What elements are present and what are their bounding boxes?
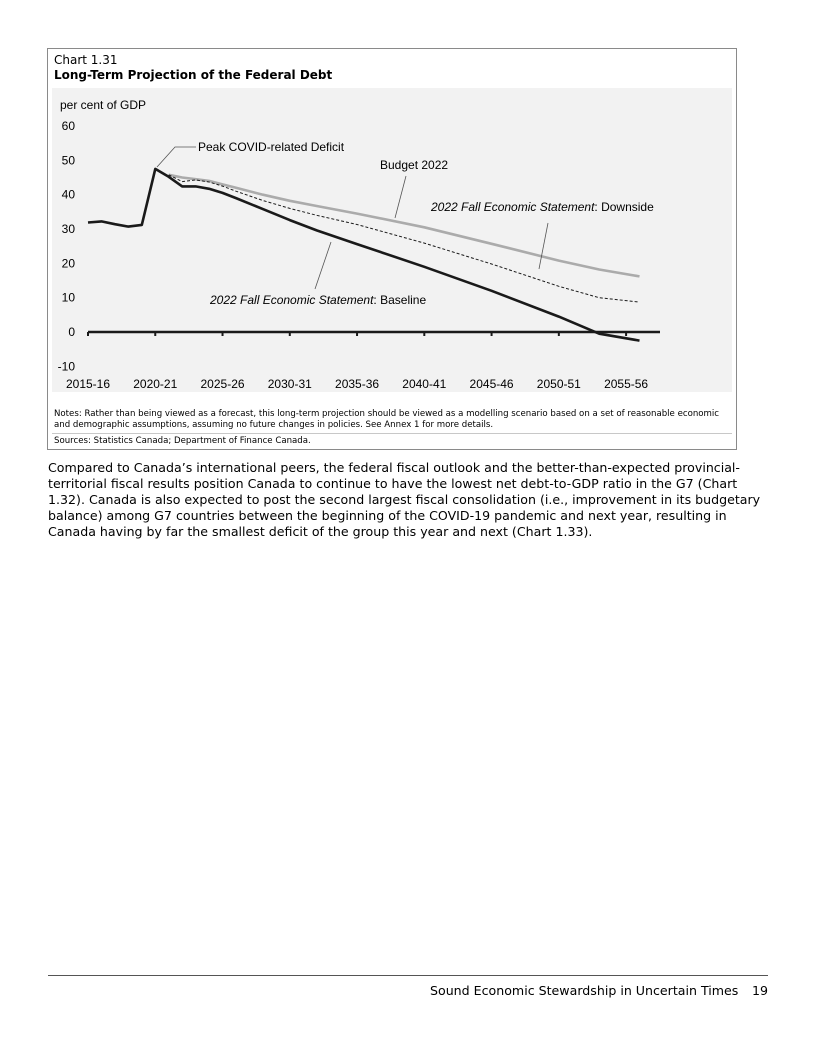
x-tick-label: 2025-26 [200,377,245,391]
debt-projection-chart [48,49,736,449]
page-number: 19 [752,983,769,998]
chart-container [47,48,737,450]
x-tick-label: 2050-51 [536,377,581,391]
series-line-baseline [88,169,640,341]
x-tick-label: 2030-31 [267,377,312,391]
leader-line-peak [157,147,196,167]
y-tick-label: 50 [61,153,75,168]
annotation-baseline: 2022 Fall Economic Statement: Baseline [210,293,427,307]
x-tick-label: 2015-16 [65,377,111,391]
chart-sources: Sources: Statistics Canada; Department of Finance Canada. [54,436,311,446]
annotation-downside: 2022 Fall Economic Statement: Downside [431,200,654,214]
x-tick-label: 2040-41 [402,377,447,391]
annotation-peak-covid: Peak COVID-related Deficit [198,140,345,154]
y-tick-label: 60 [61,119,75,133]
footer-rule [48,975,768,976]
leader-line-budget-2022 [395,176,406,218]
leader-line-downside [539,223,548,269]
y-tick-label: 10 [61,290,75,305]
series-line-downside [169,175,640,302]
body-paragraph: Compared to Canada’s international peers, the federal fiscal outlook and the better-than-expected provincial-territorial fiscal results position Canada to continue to have the lowest net debt-to-GDP ratio in the G7 (Chart 1.32). Canada is also expected to post the second largest fiscal consolidation (i.e., improvement in its budgetary balance) among G7 countries between the beginning of the COVID-19 pandemic and next year, resulting in Canada having by far the smallest deficit of the group this year and next (Chart 1.33). [48,460,761,539]
x-tick-label: 2055-56 [604,377,649,391]
x-tick-label: 2035-36 [335,377,380,391]
chart-title: Long-Term Projection of the Federal Debt [54,68,333,82]
y-tick-label: 40 [61,187,75,202]
chart-notes: Notes: Rather than being viewed as a forecast, this long-term projection should be viewed as a modelling scenario based on a set of reasonable economic and demographic assumptions, assuming no future changes in policies. See Annex 1 for more details. [54,409,720,430]
y-tick-label: 30 [61,222,75,236]
notes-divider [52,433,732,434]
y-tick-label: 0 [68,325,75,339]
footer-title: Sound Economic Stewardship in Uncertain Times [430,983,739,998]
chart-number: Chart 1.31 [54,53,118,67]
annotation-budget-2022: Budget 2022 [380,158,449,172]
y-axis-label: per cent of GDP [60,98,147,112]
x-tick-label: 2045-46 [469,377,514,391]
y-tick-label: -10 [57,359,75,374]
x-tick-label: 2020-21 [133,377,178,391]
leader-line-baseline [315,242,331,289]
y-tick-label: 20 [61,256,75,271]
